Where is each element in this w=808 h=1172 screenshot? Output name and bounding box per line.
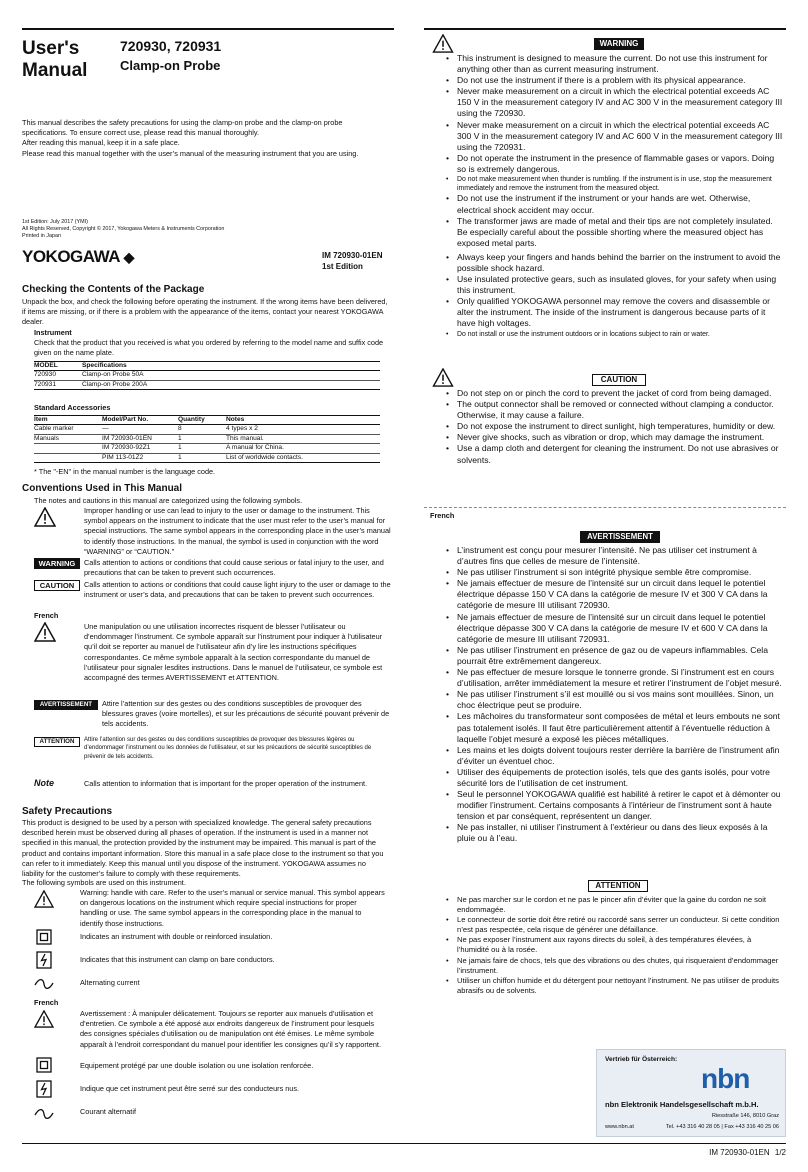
warning-triangle-icon xyxy=(34,507,56,532)
table-cell: A manual for China. xyxy=(226,444,380,453)
list-item: • Ne pas exposer l’instrument aux rayons directs du soleil, à des températures élevées, à l’humidité ou à la rosée. xyxy=(444,935,784,955)
doc-edition: 1st Edition xyxy=(322,262,363,271)
list-item: • This instrument is designed to measure the current. Do not use this instrument for anything other than as current measuring instrument. xyxy=(444,53,784,75)
doc-number: IM 720930-01EN xyxy=(322,251,383,260)
table-cell: 4 types x 2 xyxy=(226,425,380,434)
caution-label: CAUTION xyxy=(34,580,80,591)
list-item: • The output connector shall be removed or connected without clamping a conductor. Otherwise, it may cause a failure. xyxy=(444,399,784,421)
list-item: • Do not make measurement when thunder is rumbling. If the instrument is in use, stop the measurement immediately and remove the instrument from the measured object. xyxy=(444,175,784,193)
table-row xyxy=(34,425,380,434)
accessories-heading: Standard Accessories xyxy=(34,403,111,412)
model-table xyxy=(34,361,380,390)
intro-line: This manual describes the safety precautions for using the clamp-on probe and the clamp-on probe specifications. To ensure correct use, please read this manual thoroughly. xyxy=(22,118,343,138)
company-address: Riesstraße 146, 8010 Graz xyxy=(711,1113,779,1119)
footnote: * The "-EN" in the manual number is the language code. xyxy=(34,467,216,476)
edition-line: 1st Edition: July 2017 (YMI) xyxy=(22,219,88,225)
table-cell xyxy=(34,444,102,453)
table-cell: PIM 113-01Z2 xyxy=(102,453,178,462)
attention-label: ATTENTION xyxy=(34,737,80,747)
warning-triangle-icon xyxy=(34,622,56,647)
table-cell: This manual. xyxy=(226,434,380,443)
table-cell: IM 720930-92Z1 xyxy=(102,444,178,453)
symbol-desc-fr: Avertissement : À manipuler délicatement. Toujours se reporter aux manuels d’utilisation et d’entretien. Ce symbole a été apposé aux endroits dangereux de l’instrument pour lesquels des consignes spéciales d’utilisation ou de manipulation ont été émises. Le même symbole apparaît à l’endroit correspondant du manuel pour identifier les consignes qu’il s’y rapportent. xyxy=(80,1009,381,1049)
edition-line: All Rights Reserved, Copyright © 2017, Yokogawa Meters & Instruments Corporation xyxy=(22,226,225,233)
intro-text xyxy=(22,118,382,159)
table-cell: 1 xyxy=(178,453,226,462)
warning-list xyxy=(444,53,784,339)
symbol-desc: Warning: handle with care. Refer to the user’s manual or service manual. This symbol appears on dangerous locations on the instrument which require special instructions for proper handling or use. The same symbol appears in the corresponding place in the manual to identify those instructions. xyxy=(80,888,385,928)
avert-text: Attire l’attention sur des gestes ou des conditions susceptibles de provoquer des blessures graves (voire mortelles), et sur les précautions de sécurité pouvant prévenir de tels accidents. xyxy=(102,699,390,729)
symbol-desc-fr: Equipement protégé par une double isolation ou une isolation renforcée. xyxy=(80,1061,314,1070)
notes-header: Notes xyxy=(226,416,380,425)
safety-heading: Safety Precautions xyxy=(22,806,113,817)
double-insulation-icon xyxy=(36,929,52,950)
warning-symbol-text: Improper handling or use can lead to injury to the user or damage to the instrument. This symbol appears on the instrument to indicate that the user must refer to the user’s manual for special instructions. The same symbol appears in the corresponding place in the user’s manual to identify those instructions. In the manual, the symbol is used in conjunction with the word “WARNING” or “CAUTION.” xyxy=(84,506,391,556)
doc-id xyxy=(322,250,382,272)
spec-header: Specifications xyxy=(82,362,380,371)
bare-conductor-icon xyxy=(36,1080,52,1103)
list-item: • Seul le personnel YOKOGAWA qualifié est habilité à retirer le capot et à démonter ou modifier l’instrument. Certains composants à l’intérieur de l’instrument sont à haute tension et par conséquent, représentent un danger. xyxy=(444,789,784,822)
package-heading: Checking the Contents of the Package xyxy=(22,284,205,295)
avertissement-badge: AVERTISSEMENT xyxy=(580,531,660,543)
attention-list xyxy=(444,895,784,996)
list-item: • Use insulated protective gears, such as insulated gloves, for your safety when using this instrument. xyxy=(444,274,784,296)
table-row xyxy=(34,380,380,389)
list-item: • Ne jamais effectuer de mesure de l’intensité sur un circuit dans lequel le potentiel électrique dépasse 300 V CA dans la catégorie de mesure IV et 600 V CA dans la catégorie de mesure III utilisant 720931. xyxy=(444,612,784,645)
yokogawa-logo xyxy=(22,247,134,267)
table-cell: IM 720930-01EN xyxy=(102,434,178,443)
table-cell: Clamp-on Probe 200A xyxy=(82,380,380,389)
footer-rule xyxy=(22,1143,786,1144)
top-rule-left xyxy=(22,28,394,30)
section-divider xyxy=(424,507,786,508)
list-item: • Do not operate the instrument in the presence of flammable gases or vapors. Doing so is extremely dangerous. xyxy=(444,153,784,175)
footer-doc-number: IM 720930-01EN xyxy=(709,1148,770,1157)
company-web: www.nbn.at xyxy=(605,1124,634,1130)
list-item: • Do not use the instrument if there is a problem with its physical appearance. xyxy=(444,75,784,86)
list-item: • Ne jamais faire de chocs, tels que des vibrations ou des chutes, qui risqueraient d’endommager l’instrument. xyxy=(444,956,784,976)
table-cell: 720930 xyxy=(34,371,82,380)
conventions-intro: The notes and cautions in this manual are categorized using the following symbols. xyxy=(34,496,303,505)
note-text: Calls attention to information that is important for the proper operation of the instrument. xyxy=(84,779,368,788)
table-cell: 720931 xyxy=(34,380,82,389)
table-cell: Cable marker xyxy=(34,425,102,434)
list-item: • Ne pas utiliser l’instrument en présence de gaz ou de vapeurs inflammables. Cela pourrait être extrêmement dangereux. xyxy=(444,645,784,667)
symbol-desc: Indicates an instrument with double or reinforced insulation. xyxy=(80,932,273,941)
warning-triangle-icon xyxy=(34,1010,54,1033)
edition-info xyxy=(22,219,382,241)
table-cell: 1 xyxy=(178,444,226,453)
french-label: French xyxy=(34,611,59,620)
title-line-1: User's xyxy=(22,38,80,59)
alternating-current-icon xyxy=(34,976,54,994)
list-item: • Do not step on or pinch the cord to prevent the jacket of cord from being damaged. xyxy=(444,388,784,399)
table-cell: 8 xyxy=(178,425,226,434)
list-item: • Never make measurement on a circuit in which the electrical potential exceeds AC 150 V in the measurement category IV and AC 300 V in the measurement category III using the 720930. xyxy=(444,86,784,119)
edition-line: Printed in Japan xyxy=(22,233,61,240)
table-row xyxy=(34,453,380,462)
table-cell: — xyxy=(102,425,178,434)
title-line-2: Manual xyxy=(22,60,88,81)
caution-badge: CAUTION xyxy=(592,374,646,386)
warning-badge: WARNING xyxy=(594,38,644,50)
table-cell: Clamp-on Probe 50A xyxy=(82,371,380,380)
list-item: • Do not use the instrument if the instrument or your hands are wet. Otherwise, electrical shock accident may occur. xyxy=(444,193,784,215)
package-text: Unpack the box, and check the following before operating the instrument. If the wrong items have been delivered, if items are missing, or if there is a problem with the appearance of the items, contact your nearest YOKOGAWA dealer. xyxy=(22,297,388,327)
warning-label: WARNING xyxy=(34,558,80,569)
logo-diamond-icon: ◆ xyxy=(123,249,134,265)
french-label: French xyxy=(34,998,59,1007)
warning-text: Calls attention to actions or conditions that could cause serious or fatal injury to the user, and precautions that can be taken to prevent such occurrences. xyxy=(84,558,384,578)
double-insulation-icon xyxy=(36,1057,52,1078)
intro-line: After reading this manual, keep it in a safe place. xyxy=(22,138,180,148)
product-name: Clamp-on Probe xyxy=(120,58,221,73)
symbol-desc: Indicates that this instrument can clamp on bare conductors. xyxy=(80,955,275,964)
nbn-logo: nbn xyxy=(701,1063,750,1094)
list-item: • Utiliser un chiffon humide et du détergent pour nettoyant l’instrument. Ne pas utiliser de produits abrasifs ou de solvents. xyxy=(444,976,784,996)
symbols-intro: The following symbols are used on this instrument. xyxy=(22,878,186,887)
table-row xyxy=(34,434,380,443)
symbol-desc: Alternating current xyxy=(80,978,140,987)
table-row xyxy=(34,444,380,453)
table-cell xyxy=(34,453,102,462)
table-cell: 1 xyxy=(178,434,226,443)
instrument-text: Check that the product that you received is what you ordered by referring to the model name and suffix code given on the name plate. xyxy=(34,338,384,358)
list-item: • Do not install or use the instrument outdoors or in locations subject to rain or water. xyxy=(444,330,784,339)
list-item: • Ne jamais effectuer de mesure de l’intensité sur un circuit dans lequel le potentiel électrique dépasse 150 V CA dans la catégorie de mesure IV et 300 V CA dans la catégorie de mesure III utilisant 720930. xyxy=(444,578,784,611)
list-item: • Only qualified YOKOGAWA personnel may remove the covers and disassemble or alter the instrument. The inside of the instrument is dangerous because parts of it have high voltages. xyxy=(444,296,784,329)
warning-triangle-icon xyxy=(34,890,54,913)
page-number: 1/2 xyxy=(774,1148,786,1157)
table-cell: Manuals xyxy=(34,434,102,443)
attention-badge: ATTENTION xyxy=(588,880,648,892)
avertissement-label: AVERTISSEMENT xyxy=(34,700,98,710)
accessories-table xyxy=(34,415,380,463)
list-item: • Les mains et les doigts doivent toujours rester derrière la barrière de l’instrument afin d’éviter un éventuel choc. xyxy=(444,745,784,767)
list-item: • Never make measurement on a circuit in which the electrical potential exceeds AC 300 V in the measurement category IV and AC 600 V in the measurement category III using the 720931. xyxy=(444,120,784,153)
list-item: • Always keep your fingers and hands behind the barrier on the instrument to avoid the possible shock hazard. xyxy=(444,252,784,274)
intro-line: Please read this manual together with the user’s manual of the measuring instrument that you are using. xyxy=(22,148,359,158)
quantity-header: Quantity xyxy=(178,416,226,425)
list-item: • Use a damp cloth and detergent for cleaning the instrument. Do not use abrasives or solvents. xyxy=(444,443,784,465)
table-cell: List of worldwide contacts. xyxy=(226,453,380,462)
model-number: 720930, 720931 xyxy=(120,38,222,54)
list-item: • L’instrument est conçu pour mesurer l’intensité. Ne pas utiliser cet instrument à d’autres fins que celles de mesure de l’intensité. xyxy=(444,545,784,567)
list-item: • Le connecteur de sortie doit être retiré ou raccordé sans serrer un conducteur. Si cette condition n’est pas respectée, cela risque de générer une défaillance. xyxy=(444,915,784,935)
list-item: • Les mâchoires du transformateur sont composées de métal et leurs embouts ne sont pas totalement isolés. Il faut être particulièrement attentif à l’éventuelle réduction à laquelle l’objet mesuré a exposé les pièces métalliques. xyxy=(444,711,784,744)
list-item: • Ne pas utiliser l’instrument s’il est mouillé ou si vos mains sont mouillées. Sinon, un choc électrique peut se produire. xyxy=(444,689,784,711)
alternating-current-icon xyxy=(34,1106,54,1124)
distributor-label: Vertrieb für Österreich: xyxy=(605,1056,678,1063)
list-item: • Ne pas marcher sur le cordon et ne pas le pincer afin d’éviter que la gaine du cordon ne soit endommagée. xyxy=(444,895,784,915)
model-header: MODEL xyxy=(34,362,82,371)
caution-text: Calls attention to actions or conditions that could cause light injury to the user or damage to the instrument or user’s data, and precautions that can be taken to prevent such occurrences. xyxy=(84,580,391,600)
part-header: Model/Part No. xyxy=(102,416,178,425)
company-name: nbn Elektronik Handelsgesellschaft m.b.H. xyxy=(605,1100,759,1109)
note-label: Note xyxy=(34,778,54,788)
logo-text: YOKOGAWA xyxy=(22,247,120,266)
list-item: • The transformer jaws are made of metal and their tips are not completely insulated. Be especially careful about the possible shorting where the measured object has exposed metal parts. xyxy=(444,216,784,249)
safety-text: This product is designed to be used by a person with specialized knowledge. The general safety precautions described herein must be observed during all phases of operation. If the instrument is used in a manner not specified in this manual, the protection provided by the instrument may be impaired. This manual is part of the product and contains important information. Store this manual in a safe place close to the instrument so that you can refer to it immediately. Keep this manual until you dispose of the instrument. YOKOGAWA assumes no liability for the customer’s failure to comply with these requirements. xyxy=(22,818,384,879)
list-item: • Utiliser des équipements de protection isolés, tels que des gants isolés, pour votre sécurité lors de l’utilisation de cet instrument. xyxy=(444,767,784,789)
bare-conductor-icon xyxy=(36,951,52,974)
list-item: • Do not expose the instrument to direct sunlight, high temperatures, humidity or dew. xyxy=(444,421,784,432)
symbol-desc-fr: Courant alternatif xyxy=(80,1107,136,1116)
avertissement-list xyxy=(444,545,784,845)
list-item: • Ne pas effectuer de mesure lorsque le tonnerre gronde. Si l’instrument est en cours d’utilisation, arrêter immédiatement la mesure et retirer l’instrument de l’objet mesuré. xyxy=(444,667,784,689)
company-phone: Tel. +43 316 40 28 05 | Fax +43 316 40 25 06 xyxy=(665,1124,779,1130)
item-header: Item xyxy=(34,416,102,425)
instrument-heading: Instrument xyxy=(34,328,72,337)
page-footer xyxy=(560,1147,786,1158)
list-item: • Ne pas utiliser l’instrument si son intégrité physique semble être compromise. xyxy=(444,567,784,578)
caution-list xyxy=(444,388,784,466)
attention-text: Attire l’attention sur des gestes ou des conditions susceptibles de provoquer des blessures légères ou d’endommager l’instrument ou les données de l’utilisateur, et sur les précautions de sécurité susceptibles de prévenir de tels accidents. xyxy=(84,737,372,760)
table-row xyxy=(34,371,380,380)
list-item: • Ne pas installer, ni utiliser l’instrument à l’extérieur ou dans des lieux exposés à la pluie ou à l’eau. xyxy=(444,822,784,844)
list-item: • Never give shocks, such as vibration or drop, which may damage the instrument. xyxy=(444,432,784,443)
title xyxy=(22,38,87,82)
fr-symbol-text: Une manipulation ou une utilisation incorrectes risquent de blesser l’utilisateur ou d’endommager l’instrument. Ce symbole apparaît sur l’instrument pour indiquer à l’utilisateur qu’il doit se reporter au manuel de l’utilisateur afin d’y lire les instructions spécifiques correspondantes. Ce même symbole apparaît à la section correspondante du manuel de l’utilisateur pour signaler lesdites instructions. Dans le manuel de l’utilisateur, ce symbole est accompagné des termes AVERTISSEMENT et ATTENTION. xyxy=(84,622,383,683)
conventions-heading: Conventions Used in This Manual xyxy=(22,483,183,494)
symbol-desc-fr: Indique que cet instrument peut être serré sur des conducteurs nus. xyxy=(80,1084,300,1093)
distributor-box xyxy=(596,1049,786,1137)
top-rule-right xyxy=(424,28,786,30)
french-section-label: French xyxy=(430,511,455,520)
